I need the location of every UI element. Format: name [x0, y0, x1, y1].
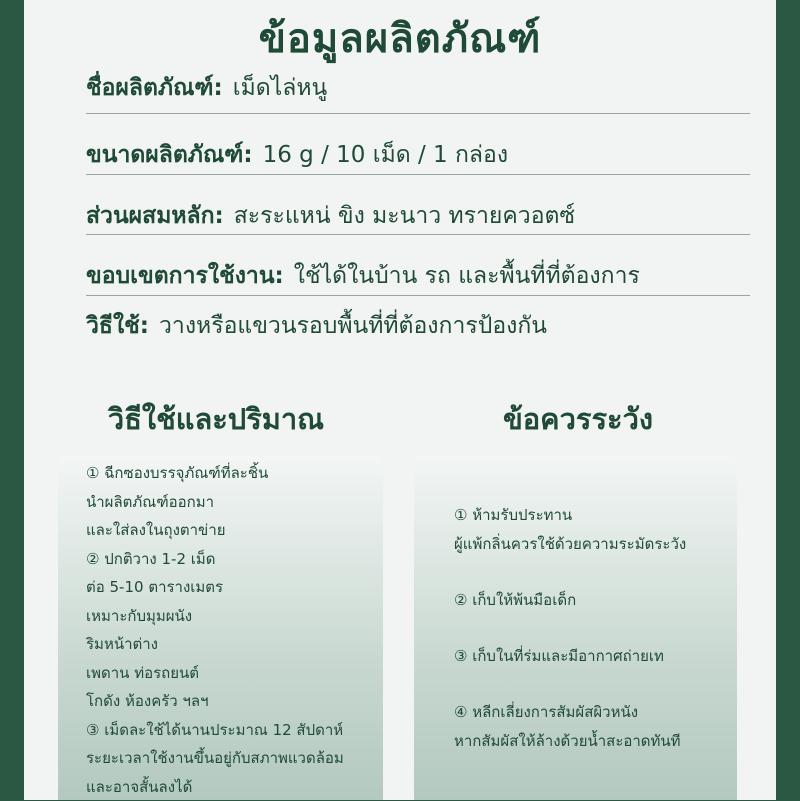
- usage-lines: [86, 459, 344, 801]
- caution-item: [454, 501, 686, 558]
- usage-line: ① ฉีกซองบรรจุภัณฑ์ที่ละชิ้น: [86, 459, 344, 488]
- info-label: ชื่อผลิตภัณฑ์:: [86, 70, 223, 106]
- usage-line: นำผลิตภัณฑ์ออกมา: [86, 488, 344, 517]
- caution-card: [414, 455, 737, 800]
- caution-line: หากสัมผัสให้ล้างด้วยน้ำสะอาดทันที: [454, 727, 681, 756]
- info-label: ส่วนผสมหลัก:: [86, 198, 224, 234]
- info-row-usage-scope: [86, 252, 750, 300]
- divider: [86, 174, 750, 175]
- usage-line: ③ เม็ดละใช้ได้นานประมาณ 12 สัปดาห์: [86, 716, 344, 745]
- info-label: ขอบเขตการใช้งาน:: [86, 258, 284, 294]
- info-panel: [24, 0, 776, 800]
- caution-line: ③ เก็บในที่ร่มและมีอากาศถ่ายเท: [454, 642, 664, 671]
- usage-title: วิธีใช้และปริมาณ: [66, 396, 366, 442]
- usage-line: และใส่ลงในถุงตาข่าย: [86, 516, 344, 545]
- usage-line: ต่อ 5-10 ตารางเมตร: [86, 573, 344, 602]
- usage-line: โกดัง ห้องครัว ฯลฯ: [86, 687, 344, 716]
- info-label: วิธีใช้:: [86, 308, 149, 344]
- caution-item: [454, 698, 681, 755]
- info-value: 16 g / 10 เม็ด / 1 กล่อง: [263, 137, 508, 173]
- usage-line: เพดาน ท่อรถยนต์: [86, 659, 344, 688]
- info-row-product-name: [86, 64, 750, 112]
- usage-line: เหมาะกับมุมผนัง: [86, 602, 344, 631]
- info-label: ขนาดผลิตภัณฑ์:: [86, 137, 253, 173]
- caution-line: ② เก็บให้พ้นมือเด็ก: [454, 586, 576, 615]
- caution-item: [454, 586, 576, 615]
- page-title: ข้อมูลผลิตภัณฑ์: [24, 6, 776, 70]
- caution-title: ข้อควรระวัง: [428, 396, 728, 442]
- info-value: ใช้ได้ในบ้าน รถ และพื้นที่ที่ต้องการ: [294, 258, 640, 294]
- usage-line: ② ปกติวาง 1-2 เม็ด: [86, 545, 344, 574]
- divider: [86, 113, 750, 114]
- caution-line: ④ หลีกเลี่ยงการสัมผัสผิวหนัง: [454, 698, 681, 727]
- divider: [86, 295, 750, 296]
- info-value: เม็ดไล่หนู: [233, 70, 328, 106]
- usage-line: ริมหน้าต่าง: [86, 630, 344, 659]
- usage-card: [58, 455, 383, 800]
- usage-line: ระยะเวลาใช้งานขึ้นอยู่กับสภาพแวดล้อม: [86, 744, 344, 773]
- caution-item: [454, 642, 664, 671]
- usage-line: และอาจสั้นลงได้: [86, 773, 344, 801]
- caution-line: ① ห้ามรับประทาน: [454, 501, 686, 530]
- info-row-ingredients: [86, 192, 750, 240]
- divider: [86, 234, 750, 235]
- caution-line: ผู้แพ้กลิ่นควรใช้ด้วยความระมัดระวัง: [454, 530, 686, 559]
- info-row-product-size: [86, 131, 750, 179]
- info-value: สะระแหน่ ขิง มะนาว ทรายควอตซ์: [234, 198, 575, 234]
- info-row-how-to-use: [86, 302, 750, 350]
- info-value: วางหรือแขวนรอบพื้นที่ที่ต้องการป้องกัน: [159, 308, 547, 344]
